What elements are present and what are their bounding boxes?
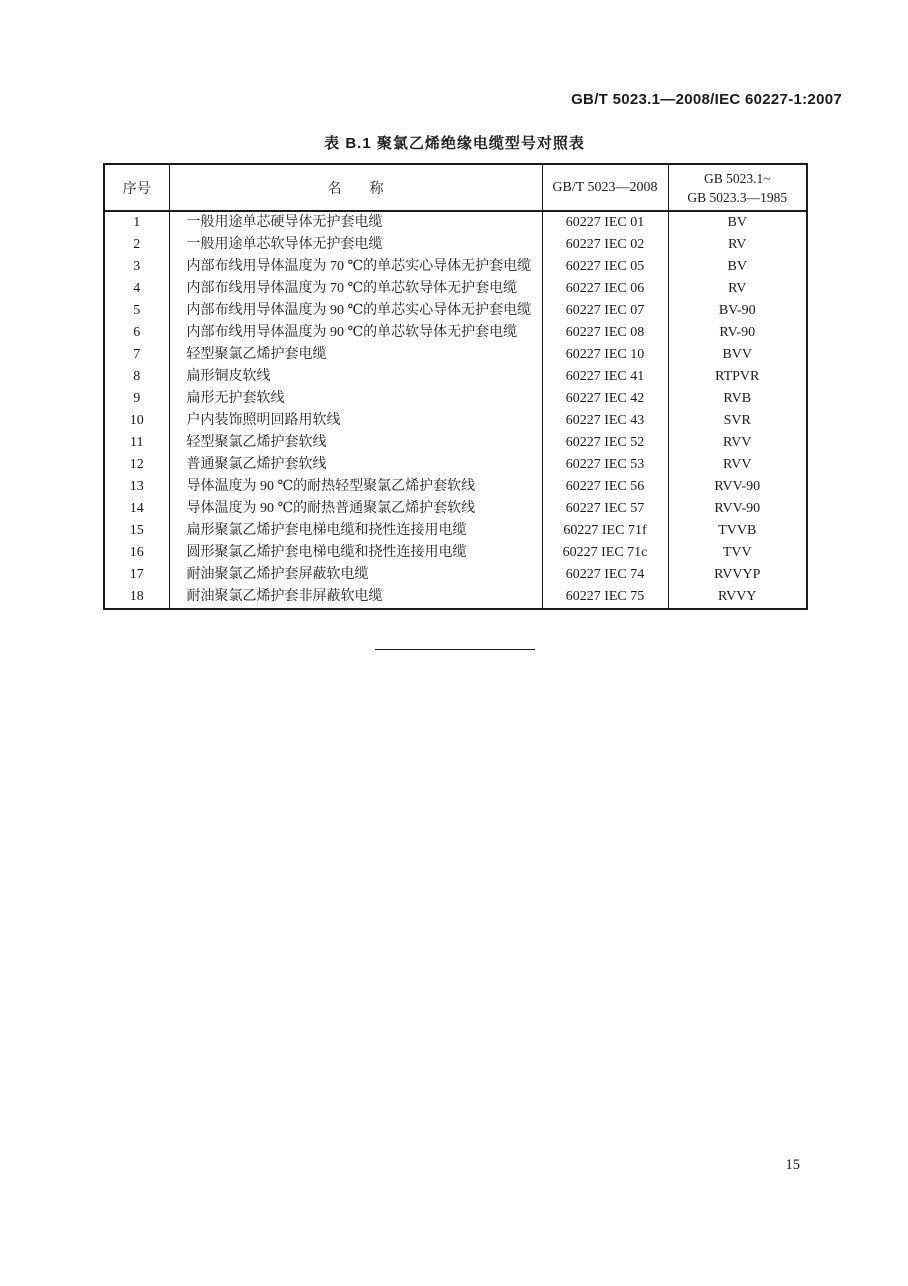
cell-code: 60227 IEC 10 bbox=[542, 344, 668, 366]
cell-name: 耐油聚氯乙烯护套屏蔽软电缆 bbox=[169, 564, 542, 586]
cell-name: 耐油聚氯乙烯护套非屏蔽软电缆 bbox=[169, 586, 542, 609]
table-row bbox=[104, 211, 807, 234]
cell-model: TVVB bbox=[668, 520, 807, 542]
header-gb-old-line2: GB 5023.3—1985 bbox=[687, 189, 788, 205]
cell-model: RV bbox=[668, 278, 807, 300]
cell-code: 60227 IEC 53 bbox=[542, 454, 668, 476]
cell-code: 60227 IEC 75 bbox=[542, 586, 668, 609]
cell-name: 普通聚氯乙烯护套软线 bbox=[169, 454, 542, 476]
table-row bbox=[104, 432, 807, 454]
cell-serial: 12 bbox=[129, 457, 144, 472]
cell-name: 一般用途单芯硬导体无护套电缆 bbox=[169, 211, 542, 234]
table-row bbox=[104, 520, 807, 542]
cell-serial: 4 bbox=[133, 281, 141, 296]
cell-model: RVVY bbox=[668, 586, 807, 609]
page-number: 15 bbox=[785, 1157, 800, 1173]
cell-serial: 5 bbox=[133, 303, 141, 318]
cell-model: RV bbox=[668, 234, 807, 256]
cell-name: 扁形无护套软线 bbox=[169, 388, 542, 410]
cell-name: 轻型聚氯乙烯护套软线 bbox=[169, 432, 542, 454]
cell-serial: 10 bbox=[129, 413, 144, 428]
cell-serial: 1 bbox=[133, 215, 141, 230]
table-header bbox=[104, 164, 807, 211]
cell-code: 60227 IEC 43 bbox=[542, 410, 668, 432]
cell-code: 60227 IEC 52 bbox=[542, 432, 668, 454]
table-row bbox=[104, 410, 807, 432]
table-row bbox=[104, 366, 807, 388]
cell-model: RVV bbox=[668, 454, 807, 476]
table-row bbox=[104, 388, 807, 410]
cell-code: 60227 IEC 71c bbox=[542, 542, 668, 564]
cell-name: 内部布线用导体温度为 90 ℃的单芯软导体无护套电缆 bbox=[169, 322, 542, 344]
cell-serial: 3 bbox=[133, 259, 141, 274]
cell-model: BV bbox=[668, 211, 807, 234]
cell-code: 60227 IEC 01 bbox=[542, 211, 668, 234]
cell-model: TVV bbox=[668, 542, 807, 564]
cell-code: 60227 IEC 41 bbox=[542, 366, 668, 388]
cell-serial: 13 bbox=[129, 479, 144, 494]
cell-code: 60227 IEC 08 bbox=[542, 322, 668, 344]
header-gb-old bbox=[668, 164, 807, 211]
cell-model: RVVYP bbox=[668, 564, 807, 586]
cell-name: 一般用途单芯软导体无护套电缆 bbox=[169, 234, 542, 256]
cell-code: 60227 IEC 07 bbox=[542, 300, 668, 322]
cell-code: 60227 IEC 05 bbox=[542, 256, 668, 278]
table-row bbox=[104, 498, 807, 520]
cell-code: 60227 IEC 71f bbox=[542, 520, 668, 542]
cell-serial: 18 bbox=[129, 589, 144, 604]
cell-serial: 9 bbox=[133, 391, 141, 406]
cell-name: 内部布线用导体温度为 90 ℃的单芯实心导体无护套电缆 bbox=[169, 300, 542, 322]
cell-code: 60227 IEC 57 bbox=[542, 498, 668, 520]
cell-serial: 2 bbox=[133, 237, 141, 252]
cell-model: RVV bbox=[668, 432, 807, 454]
cell-serial: 11 bbox=[130, 435, 144, 450]
cell-model: SVR bbox=[668, 410, 807, 432]
table-row bbox=[104, 234, 807, 256]
header-name: 名 称 bbox=[169, 164, 542, 211]
table-row bbox=[104, 454, 807, 476]
cell-model: RVB bbox=[668, 388, 807, 410]
end-of-table-rule bbox=[375, 649, 535, 650]
cell-name: 导体温度为 90 ℃的耐热普通聚氯乙烯护套软线 bbox=[169, 498, 542, 520]
cell-name: 轻型聚氯乙烯护套电缆 bbox=[169, 344, 542, 366]
table-body bbox=[104, 211, 807, 609]
cell-code: 60227 IEC 06 bbox=[542, 278, 668, 300]
table-row bbox=[104, 564, 807, 586]
table-row bbox=[104, 476, 807, 498]
cell-serial: 8 bbox=[133, 369, 141, 384]
cell-name: 内部布线用导体温度为 70 ℃的单芯实心导体无护套电缆 bbox=[169, 256, 542, 278]
cell-name: 导体温度为 90 ℃的耐热轻型聚氯乙烯护套软线 bbox=[169, 476, 542, 498]
cell-name: 户内装饰照明回路用软线 bbox=[169, 410, 542, 432]
cell-name: 扁形聚氯乙烯护套电梯电缆和挠性连接用电缆 bbox=[169, 520, 542, 542]
cell-model: BV bbox=[668, 256, 807, 278]
cell-serial: 7 bbox=[133, 347, 141, 362]
standard-number-running-head: GB/T 5023.1—2008/IEC 60227-1:2007 bbox=[571, 91, 842, 108]
header-gbt-2008: GB/T 5023—2008 bbox=[542, 164, 668, 211]
table-row bbox=[104, 256, 807, 278]
cell-code: 60227 IEC 42 bbox=[542, 388, 668, 410]
cell-name: 扁形铜皮软线 bbox=[169, 366, 542, 388]
cell-serial: 16 bbox=[129, 545, 144, 560]
cell-model: RTPVR bbox=[668, 366, 807, 388]
cable-model-comparison-table bbox=[103, 163, 808, 610]
header-serial: 序号 bbox=[104, 164, 169, 211]
header-gb-old-line1: GB 5023.1~ bbox=[703, 170, 771, 186]
cell-code: 60227 IEC 02 bbox=[542, 234, 668, 256]
table-row bbox=[104, 344, 807, 366]
cell-name: 内部布线用导体温度为 70 ℃的单芯软导体无护套电缆 bbox=[169, 278, 542, 300]
cell-model: RV-90 bbox=[668, 322, 807, 344]
cell-name: 圆形聚氯乙烯护套电梯电缆和挠性连接用电缆 bbox=[169, 542, 542, 564]
table-row bbox=[104, 322, 807, 344]
cell-model: BV-90 bbox=[668, 300, 807, 322]
header-row bbox=[104, 164, 807, 211]
cell-serial: 14 bbox=[129, 501, 144, 516]
table-row bbox=[104, 278, 807, 300]
table-row bbox=[104, 586, 807, 609]
table-row bbox=[104, 542, 807, 564]
cell-model: RVV-90 bbox=[668, 476, 807, 498]
cell-code: 60227 IEC 56 bbox=[542, 476, 668, 498]
cell-serial: 6 bbox=[133, 325, 141, 340]
table-title: 表 B.1 聚氯乙烯绝缘电缆型号对照表 bbox=[324, 135, 585, 152]
cell-serial: 15 bbox=[129, 523, 144, 538]
cell-serial: 17 bbox=[129, 567, 144, 582]
cell-model: BVV bbox=[668, 344, 807, 366]
cell-code: 60227 IEC 74 bbox=[542, 564, 668, 586]
cell-model: RVV-90 bbox=[668, 498, 807, 520]
table-row bbox=[104, 300, 807, 322]
